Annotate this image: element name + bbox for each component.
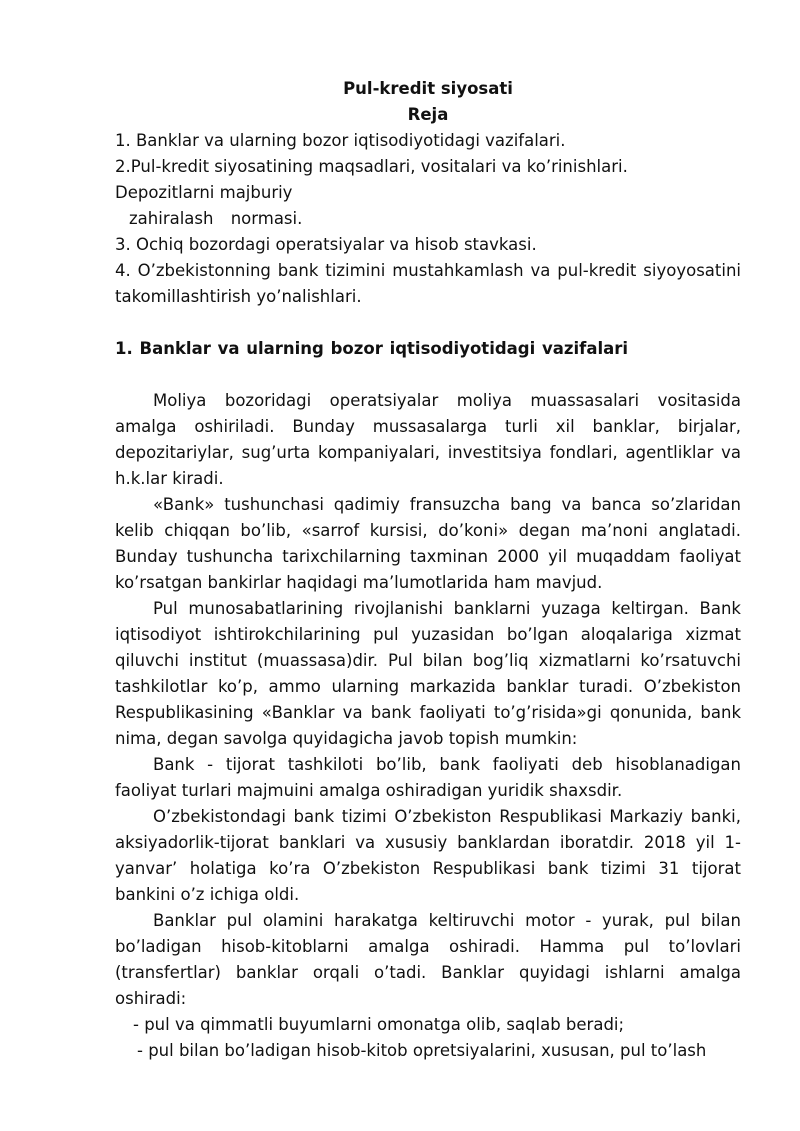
- bullet-item-1: - pul va qimmatli buyumlarni omonatga olib, saqlab beradi;: [133, 1015, 625, 1034]
- document-title: Pul-kredit siyosati: [343, 79, 513, 98]
- plan-item-2: 2.Pul-kredit siyosatining maqsadlari, vositalari va ko’rinishlari.: [115, 157, 628, 176]
- document-page: [115, 76, 741, 1064]
- paragraph-4: Bank - tijorat tashkiloti bo’lib, bank faoliyati deb hisoblanadigan faoliyat turlari majmuini amalga oshiradigan yuridik shaxsdir.: [115, 755, 741, 800]
- plan-item-4: 4. O’zbekistonning bank tizimini mustahkamlash va pul-kredit siyoyosatini takomillashtirish yo’nalishlari.: [115, 261, 741, 306]
- plan-item-1: 1. Banklar va ularning bozor iqtisodiyotidagi vazifalari.: [115, 131, 566, 150]
- bullet-item-2: - pul bilan bo’ladigan hisob-kitob opretsiyalarini, xususan, pul to’lash: [137, 1041, 707, 1060]
- paragraph-5: O’zbekistondagi bank tizimi O’zbekiston Respublikasi Markaziy banki, aksiyadorlik-tijorat banklari va xususiy banklardan iboratdir. 2018 yil 1-yanvar’ holatiga ko’ra O’zbekiston Respublikasi bank tizimi 31 tijorat bankini o’z ichiga oldi.: [115, 807, 741, 904]
- section-heading: 1. Banklar va ularning bozor iqtisodiyotidagi vazifalari: [115, 339, 629, 358]
- paragraph-2: «Bank» tushunchasi qadimiy fransuzcha bang va banca so’zlaridan kelib chiqqan bo’lib, «sarrof kursisi, do’koni» degan ma’noni anglatadi. Bunday tushuncha tarixchilarning taxminan 2000 yil muqaddam faoliyat ko’rsatgan bankirlar haqidagi ma’lumotlarida ham mavjud.: [115, 495, 741, 592]
- plan-item-2-cont: Depozitlarni majburiy: [115, 183, 293, 202]
- paragraph-1: Moliya bozoridagi operatsiyalar moliya muassasalari vositasida amalga oshiriladi. Bunday mussasalarga turli xil banklar, birjalar, depozitariylar, sug’urta kompaniyalari, investitsiya fondlari, agentliklar va h.k.lar kiradi.: [115, 391, 741, 488]
- paragraph-6: Banklar pul olamini harakatga keltiruvchi motor - yurak, pul bilan bo’ladigan hisob-kitoblarni amalga oshiradi. Hamma pul to’lovlari (transfertlar) banklar orqali o’tadi. Banklar quyidagi ishlarni amalga oshiradi:: [115, 911, 741, 1008]
- plan-item-3: 3. Ochiq bozordagi operatsiyalar va hisob stavkasi.: [115, 235, 537, 254]
- document-subtitle: Reja: [407, 105, 449, 124]
- paragraph-3: Pul munosabatlarining rivojlanishi banklarni yuzaga keltirgan. Bank iqtisodiyot ishtirokchilarining pul yuzasidan bo’lgan aloqalariga xizmat qiluvchi institut (muassasa)dir. Pul bilan bog’liq xizmatlarni ko’rsatuvchi tashkilotlar ko’p, ammo ularning markazida banklar turadi. O’zbekiston Respublikasining «Banklar va bank faoliyati to’g’risida»gi qonunida, bank nima, degan savolga quyidagicha javob topish mumkin:: [115, 599, 741, 748]
- plan-item-2-cont-2: zahiralash normasi.: [129, 209, 303, 228]
